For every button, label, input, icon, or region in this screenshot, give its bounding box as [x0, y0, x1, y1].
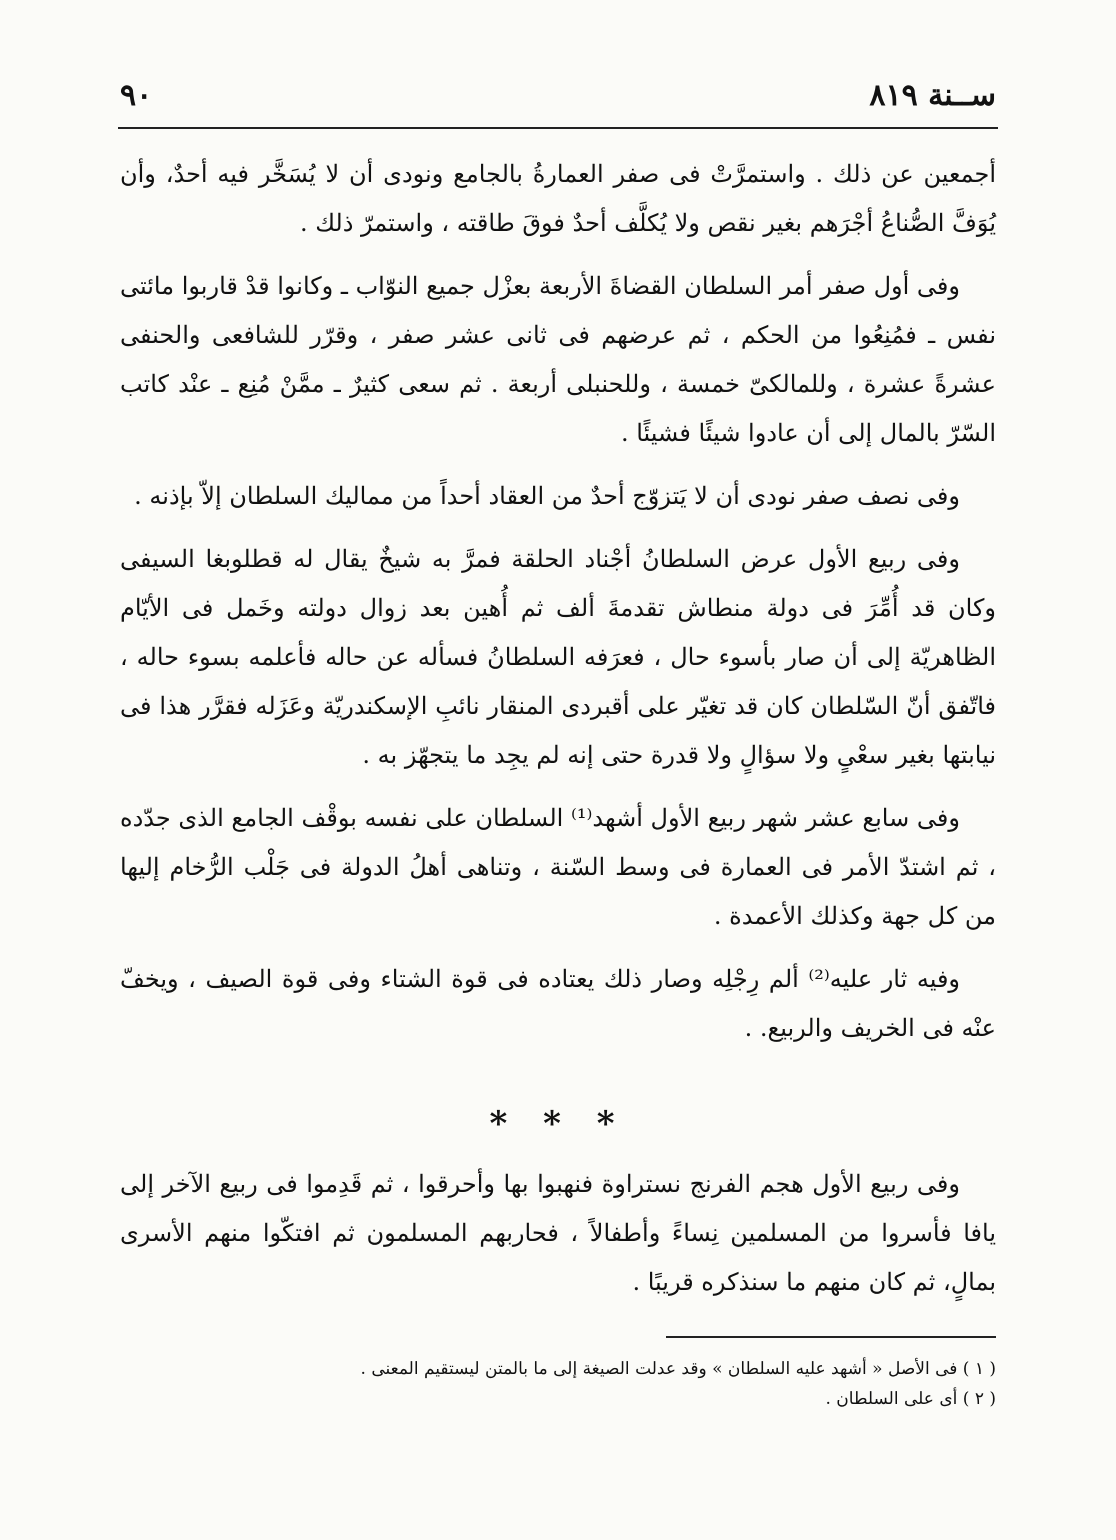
paragraph: وفيه ثار عليه⁽²⁾ ألم رِجْلِه وصار ذلك يعتاده فى قوة الشتاء وفى قوة الصيف ، ويخفّ عنْه فى الخريف والربيع. .	[120, 965, 996, 1042]
footnotes	[120, 1354, 996, 1414]
section-separator: * * *	[489, 1104, 627, 1144]
footnote: ( ١ ) فى الأصل « أشهد عليه السلطان » وقد عدلت الصيغة إلى ما بالمتن ليستقيم المعنى .	[360, 1359, 996, 1379]
paragraph: وفى ربيع الأول عرض السلطانُ أجْناد الحلقة فمرَّ به شيخٌ يقال له قطلوبغا السيفى وكان قد أُمِّرَ فى دولة منطاش تقدمةَ ألف ثم أُهين بعد زوال دولته وخَمل فى الأيّام الظاهريّة إلى أن صار بأسوء حال ، فعرَفه السلطانُ فسأله عن حاله فأعلمه بسوء حاله ، فاتّفق أنّ السّلطان كان قد تغيّر على أقبردى المنقار نائبِ الإسكندريّة وعَزَله فقرَّر هذا فى نيابتها بغير سعْىٍ ولا سؤالٍ ولا قدرة حتى إنه لم يجِد ما يتجهّز به .	[120, 545, 997, 769]
main-text-continued	[120, 1160, 996, 1307]
footnote: ( ٢ ) أى على السلطان .	[825, 1389, 996, 1409]
paragraph: أجمعين عن ذلك . واستمرَّتْ فى صفر العمارةُ بالجامع ونودى أن لا يُسَخَّر فيه أحدٌ، وأن يُوَفَّ الصُّناعُ أجْرَهم بغير نقص ولا يُكلَّف أحدٌ فوقَ طاقته ، واستمرّ ذلك .	[120, 160, 997, 237]
page-header	[120, 78, 996, 118]
running-head: ســنة ٨١٩	[869, 78, 996, 113]
main-text	[120, 150, 996, 1067]
paragraph: وفى نصف صفر نودى أن لا يَتزوّج أحدٌ من العقاد أحداً من مماليك السلطان إلاّ بإذنه .	[134, 482, 960, 510]
footnote-rule	[666, 1336, 996, 1338]
paragraph: وفى أول صفر أمر السلطان القضاةَ الأربعة بعزْل جميع النوّاب ـ وكانوا قدْ قاربوا مائتى نفس ـ فمُنِعُوا من الحكم ، ثم عرضهم فى ثانى عشر صفر ، وقرّر للشافعى والحنفى عشرةً عشرة ، وللمالكىّ خمسة ، وللحنبلى أربعة . ثم سعى كثيرٌ ـ ممَّنْ مُنِع ـ عنْد كاتب السّرّ بالمال إلى أن عادوا شيئًا فشيئًا .	[120, 272, 997, 447]
paragraph: وفى ربيع الأول هجم الفرنج نستراوة فنهبوا بها وأحرقوا ، ثم قَدِموا فى ربيع الآخر إلى يافا فأسروا من المسلمين نِساءً وأطفالاً ، فحاربهم المسلمون ثم افتكّوا منهم الأسرى بمالٍ، ثم كان منهم ما سنذكره قريبًا .	[120, 1170, 996, 1296]
paragraph: وفى سابع عشر شهر ربيع الأول أشهد⁽¹⁾ السلطان على نفسه بوقْف الجامع الذى جدّده ، ثم اشتدّ الأمر فى العمارة فى وسط السّنة ، وتناهى أهلُ الدولة فى جَلْب الرُّخام إليها من كل جهة وكذلك الأعمدة .	[120, 804, 996, 930]
header-rule	[118, 127, 998, 129]
page-number: ٩٠	[120, 78, 153, 113]
